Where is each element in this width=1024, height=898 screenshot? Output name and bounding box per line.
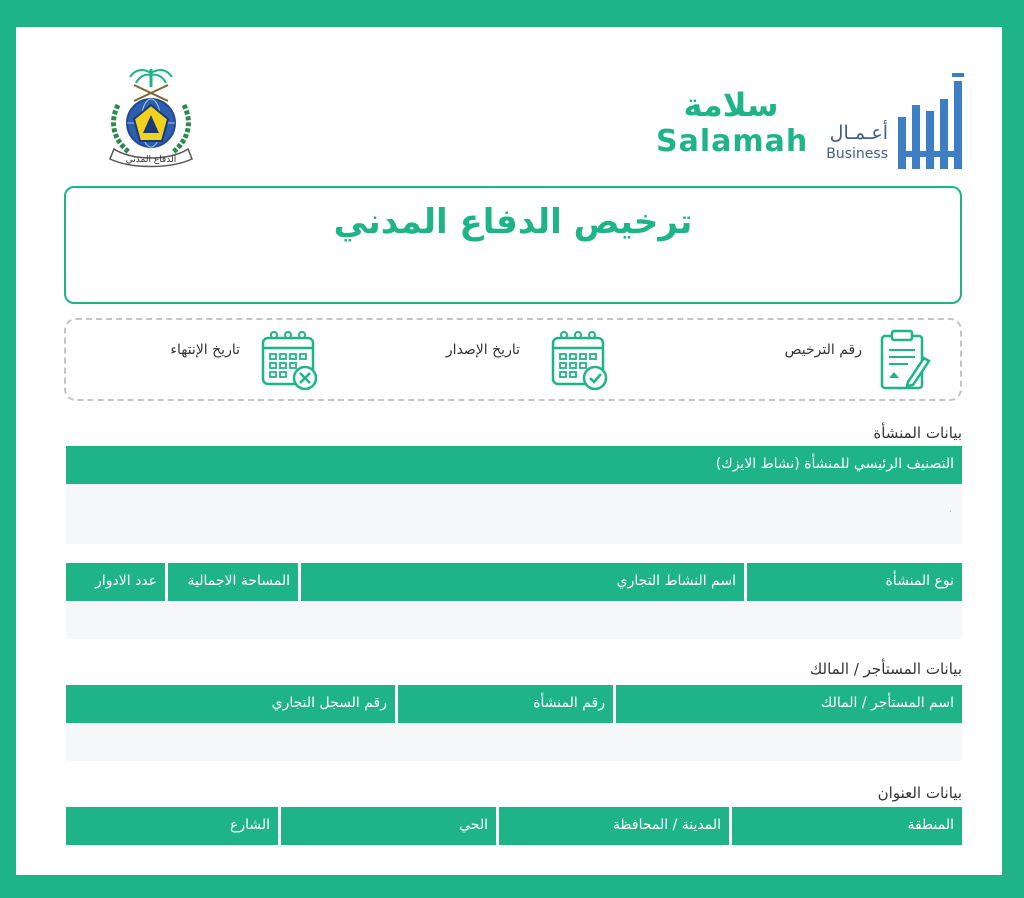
region-header: المنطقة [732,807,962,845]
salamah-english: Salamah [656,124,809,159]
tenant-name-header: اسم المستأجر / المالك [616,685,962,723]
calendar-cancel-icon [260,328,320,392]
salamah-arabic: سلامة [683,86,779,124]
main-classification-value-row [66,484,962,544]
address-section-title: بيانات العنوان [877,784,962,802]
issue-date-label: تاريخ الإصدار [445,342,520,358]
street-header: الشارع [66,807,278,845]
license-info-box [64,318,962,401]
business-brand [818,71,968,175]
facility-section-title: بيانات المنشأة [873,424,962,442]
facility-values-row [66,601,962,639]
facility-type-header: نوع المنشأة [747,563,962,601]
civil-defense-emblem-icon [96,65,206,169]
main-classification-value: . [948,504,952,515]
business-english: Business [826,146,888,162]
license-number-item [726,328,956,392]
issue-date-item [426,328,656,392]
license-page [16,27,1002,875]
expiry-date-label: تاريخ الإنتهاء [170,342,240,358]
title-box [64,186,962,304]
page-title: ترخيص الدفاع المدني [333,202,693,242]
floors-count-header: عدد الادوار [66,563,165,601]
salamah-brand [656,86,809,161]
balady-business-logo-icon [892,71,968,175]
svg-text:الدفاع المدني: الدفاع المدني [125,155,177,165]
total-area-header: المساحة الاجمالية [168,563,298,601]
license-number-label: رقم الترخيص [784,342,862,358]
facility-columns-header [66,563,962,601]
clipboard-document-icon [878,328,932,392]
commercial-activity-header: اسم النشاط التجاري [301,563,744,601]
expiry-date-item [146,328,376,392]
facility-classification-header [66,446,962,484]
city-header: المدينة / المحافظة [499,807,729,845]
tenant-values-row [66,723,962,761]
district-header: الحي [281,807,496,845]
main-classification-label: التصنيف الرئيسي للمنشأة (نشاط الايزك) [66,446,962,484]
address-columns-header [66,807,962,845]
calendar-check-icon [550,328,610,392]
facility-number-header: رقم المنشأة [398,685,613,723]
commercial-register-header: رقم السجل التجاري [66,685,395,723]
tenant-section-title: بيانات المستأجر / المالك [809,660,962,678]
tenant-columns-header [66,685,962,723]
business-arabic: أعـمـال [829,122,888,144]
